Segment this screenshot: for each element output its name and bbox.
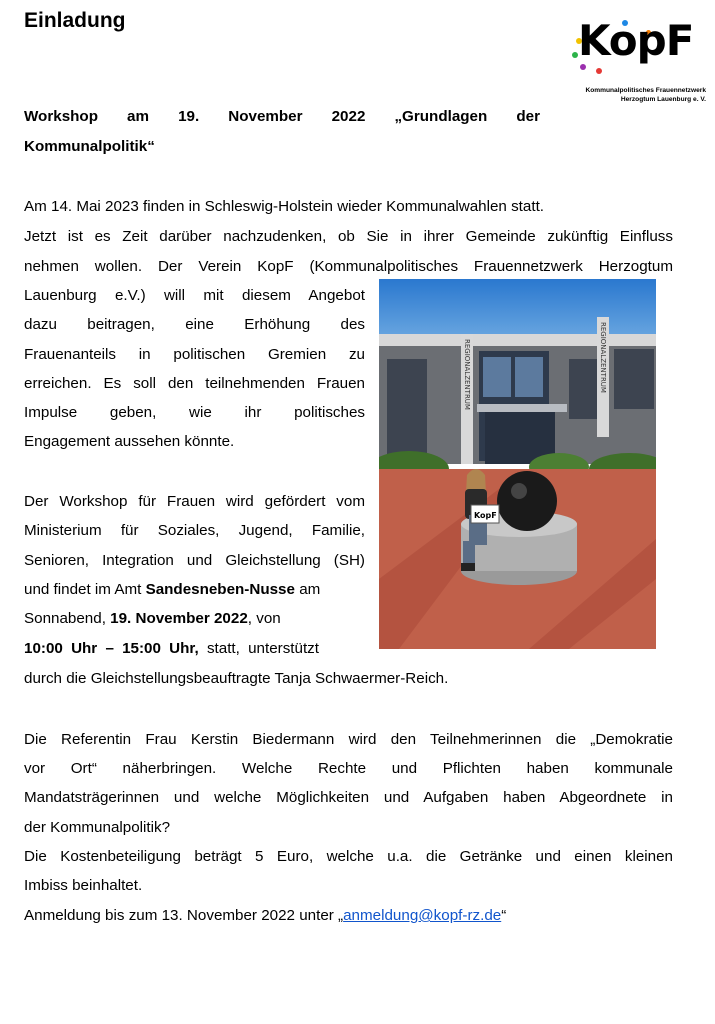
kopf-logo [566,14,706,114]
paragraph1-line: Lauenburg e.V.) will mit diesem Angebot [24,287,365,304]
logo-subtitle-line2: Herzogtum Lauenburg e. V. [620,96,706,103]
paragraph1-line: Impulse geben, wie ihr politisches [24,404,365,421]
paragraph2-line: Senioren, Integration und Gleichstellung (SH) [24,552,365,569]
date-post: , von [247,610,281,627]
paragraph1-line: Jetzt ist es Zeit darüber nachzudenken, ob Sie in ihrer Gemeinde zukünftig Einfluss [24,228,673,245]
paragraph1-line: Am 14. Mai 2023 finden in Schleswig-Holstein wieder Kommunalwahlen statt. [24,198,545,215]
email-link[interactable]: anmeldung@kopf-rz.de [343,907,502,924]
logo-subtitle-line1: Kommunalpolitisches Frauennetzwerk [585,87,706,94]
paragraph2-line: Der Workshop für Frauen wird gefördert vom [24,493,365,510]
sign-left-text: REGIONALZENTRUM [463,339,471,410]
paragraph2-line [24,640,319,658]
paragraph3-line: vor Ort“ näherbringen. Welche Rechte und Pflichten haben kommunale [24,760,673,777]
paragraph3-line: Die Kostenbeteiligung beträgt 5 Euro, welche u.a. die Getränke und einen kleinen [24,848,673,865]
paragraph2-line: durch die Gleichstellungsbeauftragte Tanja Schwaermer-Reich. [24,670,449,687]
workshop-title-line1: Workshop am 19. November 2022 „Grundlagen der [24,108,540,125]
venue-post: am [294,581,321,598]
venue-name: Sandesneben-Nusse [145,581,295,598]
paragraph3-line: Imbiss beinhaltet. [24,877,143,894]
logo-dot-red [596,68,602,74]
event-date: 19. November 2022 [110,610,248,627]
paragraph1-line: Engagement aussehen könnte. [24,433,235,450]
date-pre: Sonnabend, [24,610,111,627]
paragraph2-line: Ministerium für Soziales, Jugend, Familie, [24,522,365,539]
paragraph1-line: dazu beitragen, eine Erhöhung des [24,316,365,333]
time-post: statt, unterstützt [198,640,319,657]
paragraph3-line: Die Referentin Frau Kerstin Biedermann wird den Teilnehmerinnen die „Demokratie [24,731,673,748]
card-text: KopF [474,511,497,520]
page-title: Einladung [24,9,126,32]
workshop-title-line2: Kommunalpolitik“ [24,138,155,155]
building-photo [379,279,656,649]
paragraph3-line: der Kommunalpolitik? [24,819,171,836]
registration-text: Anmeldung bis zum 13. November 2022 unter „ [24,907,344,924]
logo-subtitle [566,86,706,104]
paragraph1-line: erreichen. Es soll den teilnehmenden Frauen [24,375,365,392]
paragraph1-line: Frauenanteils in politischen Gremien zu [24,346,365,363]
logo-wordmark: KopF [578,16,694,65]
building-photo-illustration [379,279,656,649]
venue-pre: und findet im Amt [24,581,146,598]
event-time: 10:00 Uhr – 15:00 Uhr, [24,640,199,657]
paragraph2-line [24,581,320,599]
sign-right-text: REGIONALZENTRUM [599,322,607,393]
registration-line [24,907,506,925]
paragraph1-line: nehmen wollen. Der Verein KopF (Kommunalpolitisches Frauennetzwerk Herzogtum [24,258,673,275]
paragraph3-line: Mandatsträgerinnen und welche Möglichkeiten und Aufgaben haben Abgeordnete in [24,789,673,806]
registration-quote: “ [501,907,507,924]
paragraph2-line [24,610,281,628]
